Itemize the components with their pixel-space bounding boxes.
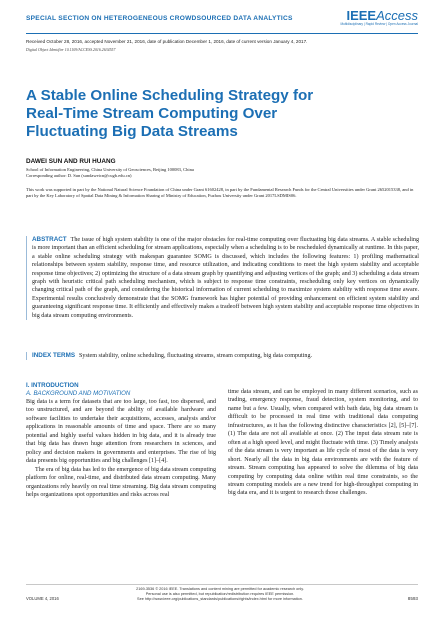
paper-title: A Stable Online Scheduling Strategy for Real-Time Stream Computing Over Fluctuating Big Data Streams xyxy=(26,87,314,140)
index-terms-body xyxy=(27,352,419,360)
left-column xyxy=(26,382,216,499)
journal-logo xyxy=(341,8,418,26)
funding-note: This work was supported in part by the National Natural Science Foundation of China under Grant 61602428, in part by the Fundamental Research Funds for the Central Universities under Grant 2652015338, and in part by the Key Laboratory of Spatial Data Mining & Information Sharing of Ministry of Education, Fuzhou University under Grant 2017LSDMIS06. xyxy=(26,187,414,198)
special-section-label: SPECIAL SECTION ON HETEROGENEOUS CROWDSOURCED DATA ANALYTICS xyxy=(26,15,293,22)
header-divider xyxy=(26,33,418,34)
footer-divider xyxy=(26,584,418,585)
abstract-body xyxy=(27,236,419,320)
affiliation-line: School of Information Engineering, China University of Geosciences, Beijing 100083, China xyxy=(26,167,194,172)
journal-brand xyxy=(341,8,418,23)
paragraph: The era of big data has led to the emergence of big data stream computing platform for online, real-time, and distributed data stream computing. Many organizations rely heavily on real time streaming. Big data stream computing helps organizations spot opportunities and risks across real xyxy=(26,466,216,498)
page-header xyxy=(26,8,418,30)
license-line: 2169-3536 © 2016 IEEE. Translations and content mining are permitted for academic research only. xyxy=(136,587,304,591)
license-line: Personal use is also permitted, but republication/redistribution requires IEEE permission. xyxy=(145,592,295,596)
abstract-box xyxy=(26,236,419,320)
brand-sub: Access xyxy=(376,8,418,23)
volume-label: VOLUME 4, 2016 xyxy=(26,596,59,601)
index-terms-text: System stability, online scheduling, fluctuating streams, stream computing, big data computing. xyxy=(79,353,313,359)
paragraph: Big data is a term for datasets that are too large, too fast, too dispersed, and too unstructured, and are beyond the ability of available hardware and software facilities to undertake their acquisitions, accesses, analysis and/or applications in reasonable amounts of time and space. There are so many potential and highly useful values hidden in big data, and it is already true that big data has drawn huge attention from researchers in sciences, and policy and decision makers in governments and enterprises. The rise of big data presents big opportunities and big challenges [1]–[4]. xyxy=(26,399,216,465)
affiliation-block xyxy=(26,167,416,179)
corresponding-author: Corresponding author: D. Sun (sundaweicn@cugb.edu.cn) xyxy=(26,173,132,178)
publication-dates: Received October 28, 2016, accepted November 21, 2016, date of publication December 1, 2016, date of current version January 4, 2017. xyxy=(26,39,308,44)
doi-line: Digital Object Identifier 10.1109/ACCESS.2016.2634557 xyxy=(26,48,116,52)
section-heading: I. INTRODUCTION xyxy=(26,382,79,389)
page-number: 8593 xyxy=(407,596,418,601)
paragraph: time data stream, and can be employed in many different scenarios, such as trading, emergency response, fraud detection, system monitoring, and to name but a few. Usually, when compared with bath data, big data stream is difficult to be processed in real time with traditional data computing infrastructures, as it has the following distinctive characteristics [2], [5]–[7]. (1) The data are not all available at once. (2) The input data stream rate is often at a high speed level, and might fluctuate with time. (3) Timely analysis of the data stream is very important as life cycle of most of the data is very short. Nearly all the data in big data environments are with the feature of stream. Stream computing has appeared to solve the dilemma of big data computing by computing data online within real time constraints, so the stream computing models are a new trend for high-throughput computing in big data era, and it is urgent to research those challenges. xyxy=(228,389,418,497)
license-line: See http://www.ieee.org/publications_standards/publications/rights/index.html for more information. xyxy=(137,597,303,601)
brand-tagline: Multidisciplinary | Rapid Review | Open Access Journal xyxy=(340,22,418,26)
author-list: DAWEI SUN AND RUI HUANG xyxy=(26,158,116,165)
abstract-heading: ABSTRACT xyxy=(32,236,67,243)
index-terms-heading: INDEX TERMS xyxy=(32,352,76,359)
right-column xyxy=(228,388,418,498)
abstract-text: The issue of high system stability is one of the major obstacles for real-time computing over fluctuating big data streams. A stable scheduling is more important than an efficient scheduling for stream applications, especially when a scheduling is to be rescheduled dynamically at runtime. In this paper, a stable online scheduling strategy with makespan guarantee SOMG is discussed, which includes the following features: 1) profiling mathematical relationships between system stability, response time, and resource utilization, and indicating conditions to meet the high system stability and acceptable response time objectives; 2) optimizing the structure of a data stream graph by quantifying and adjusting vertices of the graph; and 3) scheduling a data stream graph with heuristic critical path scheduling mechanism, which is subject to response time constraints, rescheduling only key vertices on dynamically changing critical path of the graph, and considering the historical information of current scheduling to maximize system stability with response time aware. Experimental results conclusively demonstrate that the SOMG framework has higher potential of providing enhancement on efficient system stability and guaranteeing significant response time. It efficiently and effectively makes a tradeoff between high system stability and acceptable response time objectives in big data stream computing environments. xyxy=(32,237,419,319)
index-terms-box xyxy=(26,352,419,360)
subsection-heading: A. BACKGROUND AND MOTIVATION xyxy=(26,390,131,397)
brand-main: IEEE xyxy=(346,8,377,23)
license-notice xyxy=(100,587,340,602)
